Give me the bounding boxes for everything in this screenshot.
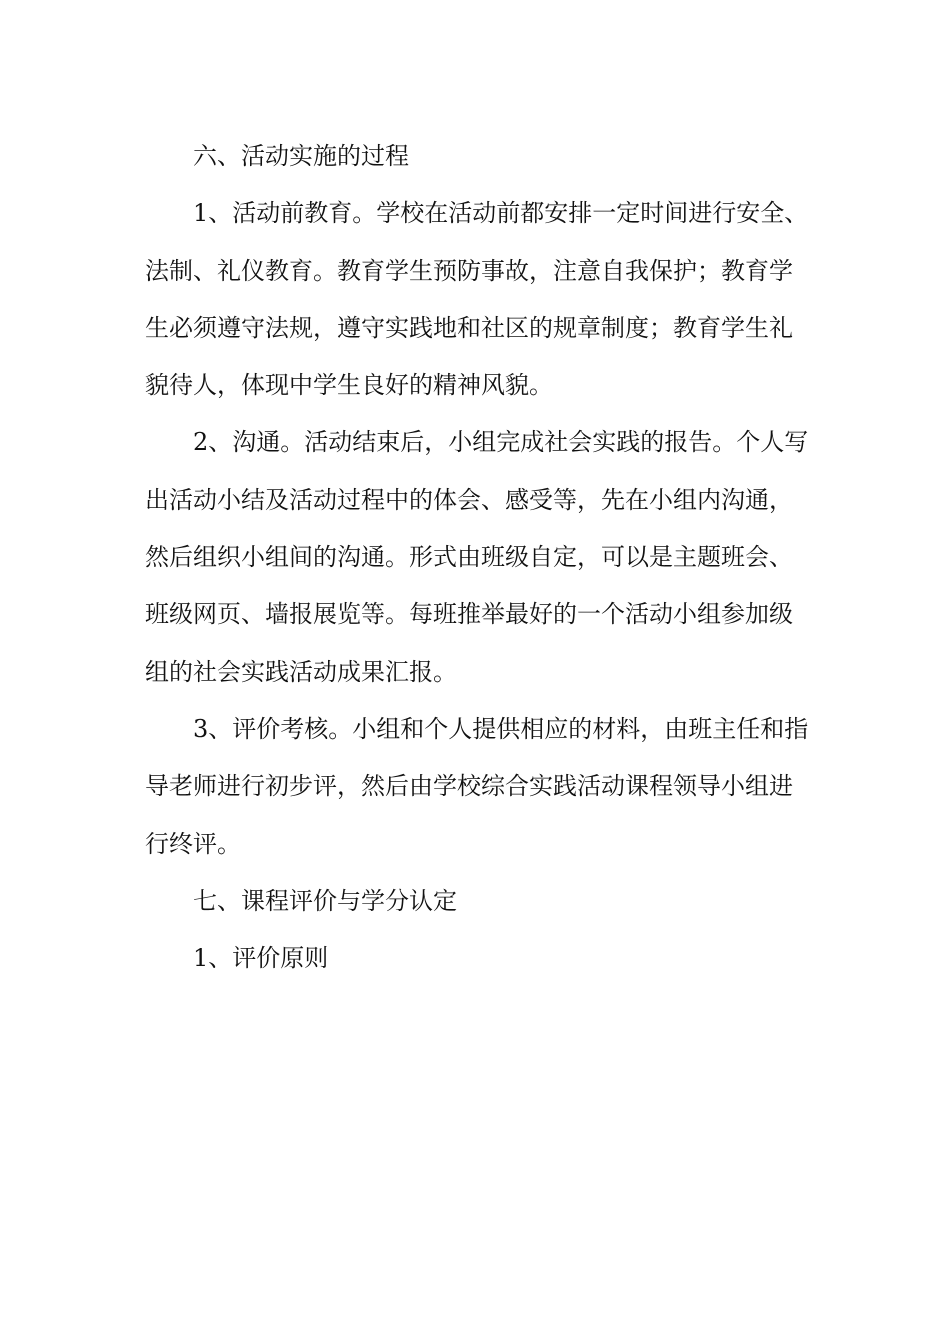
paragraph-line: 生必须遵守法规，遵守实践地和社区的规章制度；教育学生礼 [145,313,793,342]
paragraph-line: 1、活动前教育。学校在活动前都安排一定时间进行安全、 [193,199,809,228]
section-heading-7: 七、课程评价与学分认定 [193,886,457,915]
document-body [145,128,815,987]
paragraph-line: 然后组织小组间的沟通。形式由班级自定，可以是主题班会、 [145,543,793,572]
paragraph-line: 2、沟通。活动结束后，小组完成社会实践的报告。个人写 [193,428,809,457]
paragraph-line: 3、评价考核。小组和个人提供相应的材料，由班主任和指 [193,714,809,743]
paragraph-line: 出活动小结及活动过程中的体会、感受等，先在小组内沟通， [145,485,793,514]
section-heading-6: 六、活动实施的过程 [193,142,409,170]
subsection-heading: 1、评价原则 [193,944,329,973]
paragraph-line: 组的社会实践活动成果汇报。 [145,657,457,686]
paragraph-line: 行终评。 [145,829,241,858]
paragraph-line: 导老师进行初步评，然后由学校综合实践活动课程领导小组进 [145,772,793,801]
paragraph-line: 班级网页、墙报展览等。每班推举最好的一个活动小组参加级 [145,600,793,629]
paragraph-line: 貌待人，体现中学生良好的精神风貌。 [145,371,553,400]
paragraph-line: 法制、礼仪教育。教育学生预防事故，注意自我保护；教育学 [145,256,793,285]
